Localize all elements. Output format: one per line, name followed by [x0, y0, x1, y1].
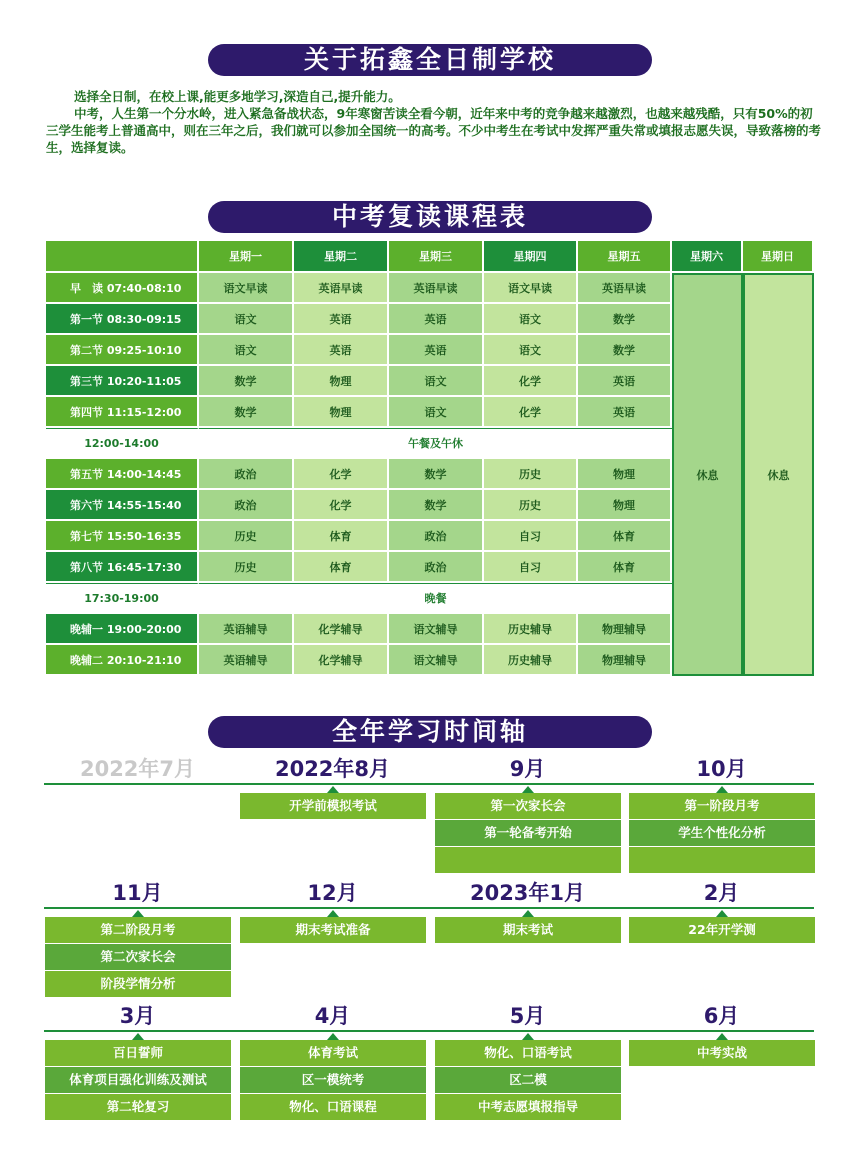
timeline-event: 区一模统考	[240, 1067, 426, 1093]
schedule-cell: 政治	[199, 490, 294, 521]
schedule-break-label: 晚餐	[199, 583, 672, 614]
timeline-month-label: 2023年1月	[469, 881, 586, 905]
timeline-event	[629, 847, 815, 873]
schedule-header-day: 星期二	[294, 241, 389, 273]
timeline-event: 第一阶段月考	[629, 793, 815, 819]
schedule-cell: 英语早读	[389, 273, 484, 304]
schedule-break-time: 12:00-14:00	[46, 428, 199, 459]
schedule-period-time: 晚辅二 20:10-21:10	[46, 645, 199, 676]
timeline-axis-line	[44, 1030, 814, 1032]
timeline-event: 期末考试	[435, 917, 621, 943]
schedule-cell: 语文	[199, 304, 294, 335]
schedule-break-time: 17:30-19:00	[46, 583, 199, 614]
timeline-title: 全年学习时间轴	[208, 716, 652, 748]
timeline-event: 第一轮备考开始	[435, 820, 621, 846]
schedule-cell: 体育	[578, 521, 672, 552]
schedule-cell: 语文辅导	[389, 614, 484, 645]
timeline-month-label: 6月	[703, 1004, 740, 1028]
schedule-period-time: 第二节 09:25-10:10	[46, 335, 199, 366]
schedule-period-time: 第一节 08:30-09:15	[46, 304, 199, 335]
schedule-cell: 英语	[294, 304, 389, 335]
schedule-cell: 历史辅导	[484, 614, 578, 645]
timeline-pointer-icon	[132, 1033, 144, 1040]
schedule-break-label: 午餐及午休	[199, 428, 672, 459]
schedule-cell: 体育	[294, 552, 389, 583]
timeline-axis-line	[44, 907, 814, 909]
schedule-cell: 体育	[294, 521, 389, 552]
timeline-month-label: 2022年8月	[274, 757, 391, 781]
schedule-header-day: 星期四	[484, 241, 578, 273]
schedule-cell: 化学	[294, 459, 389, 490]
timeline-event: 区二模	[435, 1067, 621, 1093]
schedule-cell: 英语早读	[578, 273, 672, 304]
weekend-cell-saturday: 休息	[672, 273, 743, 676]
timeline-event: 物化、口语课程	[240, 1094, 426, 1120]
timeline-pointer-icon	[327, 910, 339, 917]
schedule-cell: 语文	[199, 335, 294, 366]
timeline-pointer-icon	[132, 910, 144, 917]
schedule-cell: 物理辅导	[578, 645, 672, 676]
schedule-cell: 物理	[294, 397, 389, 428]
schedule-period-time: 第六节 14:55-15:40	[46, 490, 199, 521]
schedule-cell: 数学	[578, 335, 672, 366]
schedule-cell: 语文辅导	[389, 645, 484, 676]
timeline-month-label: 5月	[509, 1004, 546, 1028]
schedule-cell: 自习	[484, 521, 578, 552]
timeline-month-label: 12月	[307, 881, 358, 905]
schedule-header-day: 星期五	[578, 241, 672, 273]
timeline-month-label: 4月	[314, 1004, 351, 1028]
schedule-cell: 语文早读	[199, 273, 294, 304]
timeline-axis-line	[44, 783, 814, 785]
schedule-cell: 物理	[294, 366, 389, 397]
about-intro	[46, 88, 824, 156]
schedule-cell: 历史辅导	[484, 645, 578, 676]
timeline-month-label: 3月	[119, 1004, 156, 1028]
schedule-cell: 语文	[484, 335, 578, 366]
schedule-cell: 政治	[199, 459, 294, 490]
schedule-cell: 英语	[389, 304, 484, 335]
schedule-cell: 体育	[578, 552, 672, 583]
schedule-cell: 英语辅导	[199, 645, 294, 676]
timeline-month-label: 9月	[509, 757, 546, 781]
timeline-event: 阶段学情分析	[45, 971, 231, 997]
schedule-cell: 历史	[199, 521, 294, 552]
schedule-cell: 化学	[484, 397, 578, 428]
intro-paragraph-2: 中考，人生第一个分水岭，进入紧急备战状态，9年寒窗苦读全看今朝，近年来中考的竞争越来越激烈，也越来越残酷，只有50%的初三学生能考上普通高中，则在三年之后，我们就可以参加全国统一的高考。不少中考生在考试中发挥严重失常或填报志愿失误，导致落榜的考生，选择复读。	[46, 106, 822, 155]
weekend-cell-sunday: 休息	[743, 273, 814, 676]
schedule-period-time: 第四节 11:15-12:00	[46, 397, 199, 428]
schedule-cell: 自习	[484, 552, 578, 583]
timeline-pointer-icon	[522, 1033, 534, 1040]
schedule-cell: 数学	[199, 397, 294, 428]
timeline-event: 物化、口语考试	[435, 1040, 621, 1066]
about-title: 关于拓鑫全日制学校	[208, 44, 652, 76]
timeline-event: 第二阶段月考	[45, 917, 231, 943]
schedule-period-time: 第八节 16:45-17:30	[46, 552, 199, 583]
timeline-pointer-icon	[327, 786, 339, 793]
timeline-event: 体育考试	[240, 1040, 426, 1066]
timeline-event: 中考志愿填报指导	[435, 1094, 621, 1120]
schedule-cell: 语文早读	[484, 273, 578, 304]
timeline-event: 百日誓师	[45, 1040, 231, 1066]
schedule-header-corner	[46, 241, 199, 273]
schedule-cell: 物理辅导	[578, 614, 672, 645]
timeline-pointer-icon	[327, 1033, 339, 1040]
timeline-event: 中考实战	[629, 1040, 815, 1066]
timeline-event: 学生个性化分析	[629, 820, 815, 846]
timeline-pointer-icon	[716, 1033, 728, 1040]
schedule-cell: 历史	[484, 459, 578, 490]
timeline-event: 开学前模拟考试	[240, 793, 426, 819]
timeline-pointer-icon	[522, 786, 534, 793]
schedule-cell: 物理	[578, 490, 672, 521]
schedule-cell: 化学	[484, 366, 578, 397]
timeline-month-label: 10月	[696, 757, 747, 781]
schedule-cell: 数学	[389, 459, 484, 490]
schedule-header-day: 星期日	[743, 241, 814, 273]
schedule-cell: 英语	[578, 397, 672, 428]
schedule-header-day: 星期六	[672, 241, 743, 273]
schedule-header-day: 星期一	[199, 241, 294, 273]
schedule-cell: 数学	[578, 304, 672, 335]
timeline-event	[435, 847, 621, 873]
schedule-cell: 英语	[294, 335, 389, 366]
schedule-cell: 历史	[484, 490, 578, 521]
schedule-cell: 数学	[199, 366, 294, 397]
schedule-title: 中考复读课程表	[208, 201, 652, 233]
schedule-table	[46, 241, 814, 678]
timeline-event: 第二轮复习	[45, 1094, 231, 1120]
schedule-cell: 化学辅导	[294, 645, 389, 676]
timeline-event: 期末考试准备	[240, 917, 426, 943]
timeline-month-label: 2月	[703, 881, 740, 905]
schedule-cell: 语文	[389, 366, 484, 397]
schedule-period-time: 第七节 15:50-16:35	[46, 521, 199, 552]
timeline-pointer-icon	[716, 786, 728, 793]
schedule-cell: 政治	[389, 552, 484, 583]
schedule-cell: 英语	[578, 366, 672, 397]
schedule-cell: 政治	[389, 521, 484, 552]
timeline-pointer-icon	[716, 910, 728, 917]
timeline-month-label: 2022年7月	[79, 757, 196, 781]
schedule-cell: 化学辅导	[294, 614, 389, 645]
timeline-month-label: 11月	[112, 881, 163, 905]
schedule-cell: 物理	[578, 459, 672, 490]
schedule-cell: 历史	[199, 552, 294, 583]
schedule-header-day: 星期三	[389, 241, 484, 273]
schedule-cell: 语文	[484, 304, 578, 335]
schedule-period-time: 第五节 14:00-14:45	[46, 459, 199, 490]
schedule-cell: 化学	[294, 490, 389, 521]
schedule-period-time: 早 读 07:40-08:10	[46, 273, 199, 304]
timeline-event: 体育项目强化训练及测试	[45, 1067, 231, 1093]
timeline-event: 第一次家长会	[435, 793, 621, 819]
timeline-pointer-icon	[522, 910, 534, 917]
schedule-cell: 英语辅导	[199, 614, 294, 645]
timeline-event: 22年开学测	[629, 917, 815, 943]
schedule-period-time: 晚辅一 19:00-20:00	[46, 614, 199, 645]
schedule-cell: 英语早读	[294, 273, 389, 304]
schedule-cell: 数学	[389, 490, 484, 521]
schedule-cell: 英语	[389, 335, 484, 366]
schedule-cell: 语文	[389, 397, 484, 428]
schedule-period-time: 第三节 10:20-11:05	[46, 366, 199, 397]
intro-paragraph-1: 选择全日制，在校上课,能更多地学习,深造自己,提升能力。	[74, 89, 401, 104]
timeline-event: 第二次家长会	[45, 944, 231, 970]
